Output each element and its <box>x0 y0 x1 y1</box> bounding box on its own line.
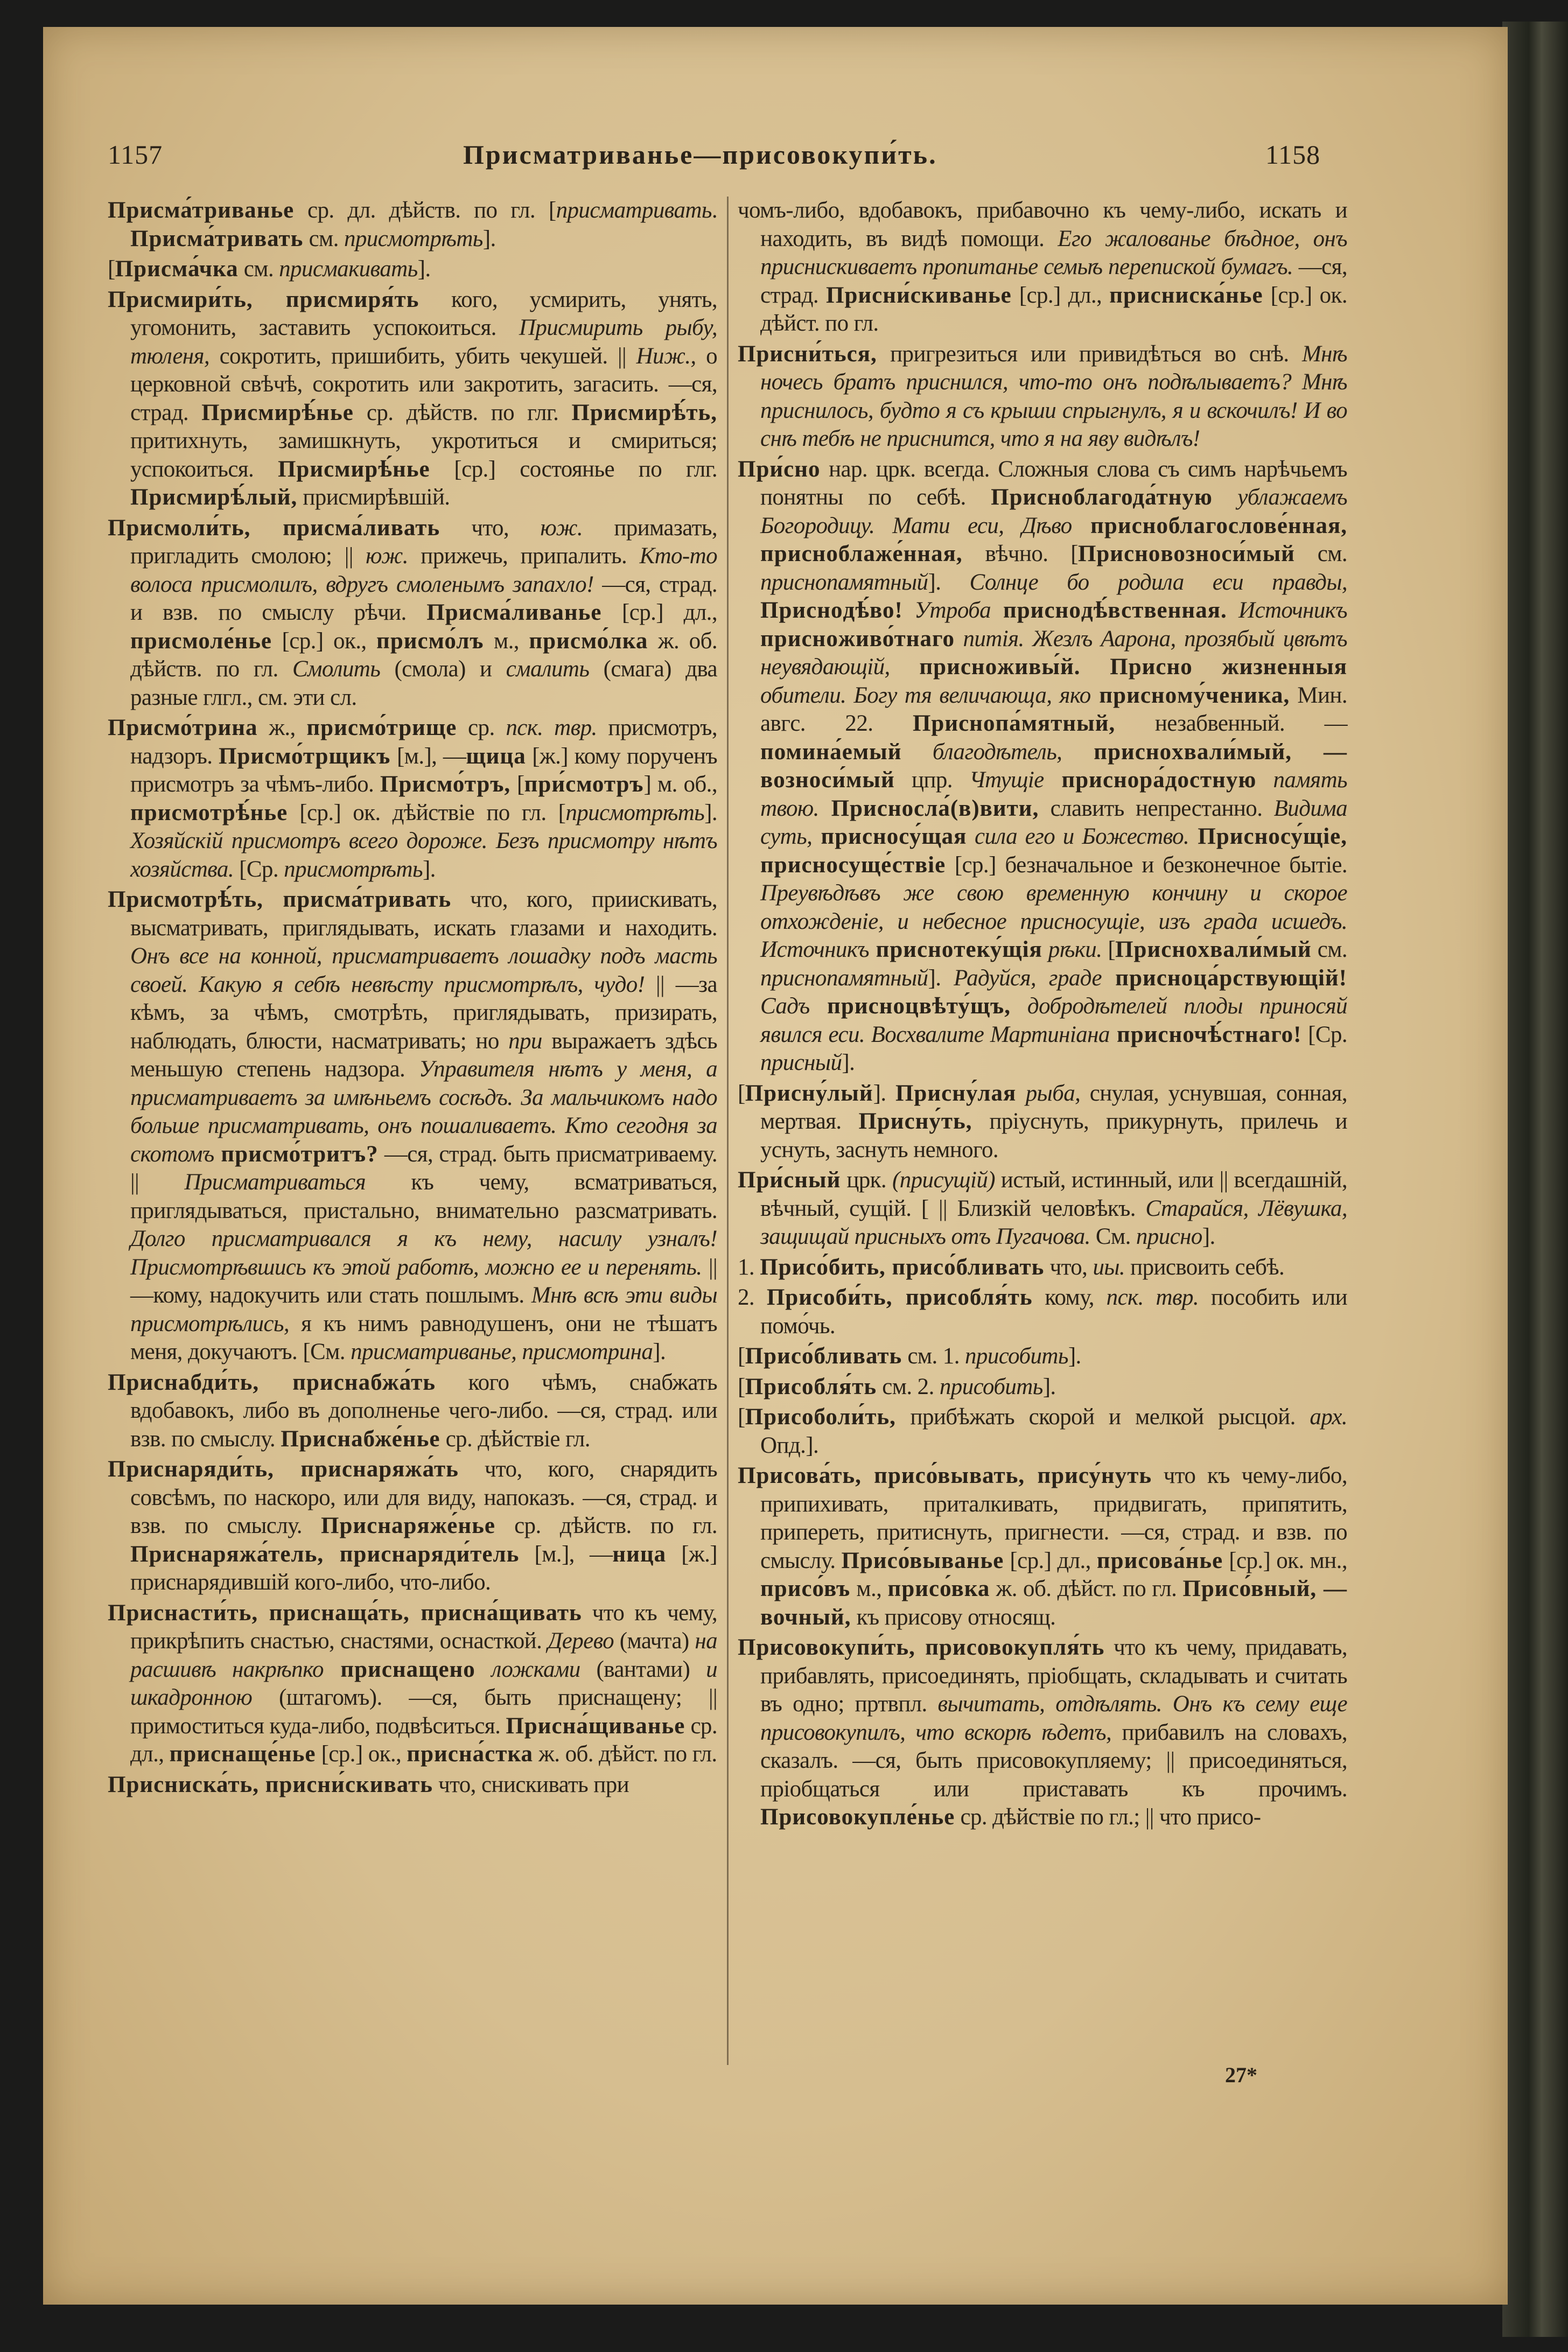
example-text: Ниж., <box>636 343 696 369</box>
headword: Присмирѣ́нье <box>277 456 430 482</box>
example-text: вычитать, отдѣлять. Онъ къ сему еще присовокупилъ, что вскорѣ ѣдетъ, <box>760 1691 1347 1745</box>
example-text: Присмирить рыбу, тюленя, <box>130 315 718 369</box>
dictionary-entry <box>738 1634 1347 1832</box>
definition-text: ]. <box>417 256 431 282</box>
definition-text: [ср.] ок., <box>272 628 377 654</box>
headword: присова́нье <box>1096 1548 1223 1573</box>
book-edge <box>1502 22 1568 2337</box>
dictionary-entry <box>108 886 717 1367</box>
dictionary-entry <box>108 197 717 253</box>
dictionary-entry <box>738 1462 1347 1632</box>
example-text: смалить <box>506 656 590 682</box>
definition-text: ср. дл., <box>130 1713 717 1767</box>
definition-text: прибѣжать скорой и мелкой рысцой. <box>895 1404 1310 1430</box>
example-text: ложками <box>475 1656 580 1682</box>
definition-text: [ср.] безначальное и безконечное бытіе. <box>946 852 1347 878</box>
definition-text: что, кого, приискивать, высматривать, приглядывать, искать глазами и находить. <box>130 887 717 941</box>
headword: Присмо́тръ, <box>380 772 511 797</box>
definition-text: [ср.] дл., <box>1011 282 1110 308</box>
example-text: при <box>508 1028 542 1054</box>
definition-text: ж. об. дѣйств. по гл. <box>130 628 717 682</box>
definition-text: ]. <box>1068 1343 1081 1369</box>
definition-text: [Ср. <box>233 856 284 882</box>
example-text: Онъ все на конной, присматриваетъ лошадку подъ масть своей. Какую я себѣ невѣсту присмотрѣлъ, чудо! <box>130 943 717 997</box>
headword: Присну́лая <box>895 1080 1017 1106</box>
definition-text: [ср.] ок., <box>316 1741 407 1767</box>
dictionary-entry <box>738 1342 1347 1371</box>
example-text: питія. Жезлъ Аарона, прозябый цвѣтъ неувядающій, <box>760 626 1347 680</box>
definition-text: 1. <box>738 1254 760 1280</box>
definition-text: что, <box>440 515 541 541</box>
example-text: Радуйся, граде <box>954 965 1102 991</box>
example-text: присматриванье, присмотрина <box>351 1339 653 1364</box>
definition-text: см. 2. <box>877 1374 940 1399</box>
example-text: Утроба <box>902 598 991 623</box>
definition-text: присвоить себѣ. <box>1125 1254 1285 1280</box>
example-text: иы. <box>1093 1254 1125 1280</box>
definition-text: ]. <box>653 1339 666 1364</box>
column-divider <box>727 197 729 2065</box>
headword: Присмирѣ́ть, <box>571 400 717 425</box>
definition-text: [ <box>738 1374 745 1399</box>
definition-text: [ <box>510 772 524 797</box>
headword: приснащено <box>323 1656 475 1682</box>
definition-text: [ср.] ок. дѣйствіе по гл. [ <box>288 800 566 825</box>
definition-text: славить непрестанно. <box>1039 795 1274 821</box>
headword: При́сный <box>738 1167 841 1193</box>
definition-text: вѣчно. [ <box>962 541 1078 566</box>
example-text: Солнце бо родила еси правды, <box>969 569 1348 595</box>
example-text: Преувѣдѣвъ же свою временную кончину и скорое отхожденіе, и небесное приснoсущіе, изъ града исшедъ. Источникъ <box>760 880 1347 962</box>
definition-text: что къ чему, придавать, прибавлять, присоединять, пріобщать, складывать и считать въ одно; пртвпл. <box>760 1635 1347 1717</box>
definition-text: (штагомъ). —ся, быть приснащену; || примоститься куда-либо, подвѣситься. <box>130 1685 717 1739</box>
definition-text: ж., <box>257 715 307 740</box>
definition-text: къ чему, всматриваться, приглядываться, пристально, внимательно разсматривать. <box>130 1170 717 1223</box>
example-text: присмотрѣть <box>565 800 705 825</box>
definition-text: кого чѣмъ, снабжать вдобавокъ, либо въ дополненье чего-либо. —ся, страд. или взв. по смыслу. <box>130 1369 717 1452</box>
headword: ница <box>612 1541 667 1567</box>
headword: Приснасти́ть, приснаща́ть, присна́щивать <box>108 1600 582 1626</box>
definition-text: Опд.]. <box>760 1432 819 1458</box>
definition-text: [ <box>1102 937 1116 962</box>
headword: приснора́достную <box>1044 767 1257 793</box>
headword: Присну́лый <box>745 1080 873 1106</box>
example-text: присмотрѣть <box>344 226 483 251</box>
example-text: рыба, <box>1016 1080 1081 1106</box>
headword: Присма́тривать <box>130 226 304 251</box>
definition-text: [ср.] дл., <box>601 600 717 625</box>
definition-text: см. <box>303 226 344 251</box>
definition-text: истый, истинный, или || всегдашній, вѣчный, сущій. [ || Близкій человѣкъ. <box>760 1167 1347 1221</box>
dictionary-entry <box>108 514 717 712</box>
definition-text: пособить или помо́чь. <box>760 1285 1347 1339</box>
headword: при́смотръ <box>524 772 644 797</box>
definition-text: ]. <box>928 569 970 595</box>
definition-text: || —кому, надокучить или стать пошлымъ. <box>130 1254 718 1308</box>
definition-text: см. <box>1311 937 1347 962</box>
headword: присо́въ <box>760 1576 851 1601</box>
definition-text: я къ нимъ равнодушенъ, они не тѣшатъ меня, докучаютъ. [См. <box>130 1311 717 1364</box>
definition-text: [м.], — <box>390 743 466 769</box>
headword: Присоби́ть, присобля́ть <box>766 1285 1033 1310</box>
headword: присмоле́нье <box>130 628 272 654</box>
headword: приснoцвѣту́щъ, <box>809 993 1011 1019</box>
definition-text: —ся, страд. <box>760 254 1347 308</box>
example-text: и шкадронною <box>130 1656 717 1710</box>
headword: Приснoхвали́мый <box>1115 937 1312 962</box>
headword: Присовокупи́ть, присовокупля́ть <box>738 1635 1105 1660</box>
dictionary-entry <box>738 1254 1347 1282</box>
definition-text: [ср.] ок. мн., <box>1223 1548 1347 1573</box>
definition-text: [ <box>108 256 115 282</box>
dictionary-entry <box>738 1403 1347 1460</box>
definition-text: црк. <box>841 1167 893 1193</box>
definition-text: ср. дѣйствіе гл. <box>440 1426 590 1452</box>
example-text: на расшивѣ накрѣпко <box>130 1628 717 1682</box>
definition-text: ]. <box>842 1050 855 1075</box>
definition-text: Мин. авгс. 22. <box>760 682 1347 736</box>
example-text: Его жалованье бѣдное, онъ приснискиваетъ пропитанье семьѣ перепиской бумагъ. <box>760 226 1348 279</box>
headword: Присмо́трина <box>108 715 258 740</box>
example-text: (присущій) <box>892 1167 995 1193</box>
definition-text: ср. дл. дѣйств. по гл. [ <box>294 198 556 223</box>
dictionary-entry <box>108 286 717 512</box>
headword: Приснабди́ть, приснабжа́ть <box>108 1369 436 1395</box>
definition-text: см. <box>1294 541 1347 566</box>
headword: Присма́ливанье <box>426 600 602 625</box>
example-text: пск. твр. <box>506 715 597 740</box>
definition-text: нар. црк. всегда. Сложныя слова съ симъ нарѣчьемъ понятны по себѣ. <box>760 456 1347 510</box>
definition-text: о церковной свѣчѣ, сокротить или закротить, загасить. —ся, страд. <box>130 343 717 425</box>
dictionary-entry <box>108 714 717 884</box>
headword: Присну́ть, <box>858 1109 972 1134</box>
dictionary-entry <box>108 255 717 284</box>
headword: Присмирѣ́лый, <box>130 485 298 510</box>
example-text: приснопамятный <box>760 569 928 595</box>
definition-text: ]. <box>482 226 496 251</box>
definition-text: незабвенный. — <box>1115 711 1347 736</box>
definition-text: 2. <box>738 1285 767 1310</box>
headword: присна́стка <box>407 1741 534 1767</box>
headword: присмо́тритъ? <box>214 1141 379 1167</box>
headword: приснoхвали́мый, —вoзноси́мый <box>760 739 1347 793</box>
example-text: ублажаемъ Богородицу. Мати еси, Дѣво <box>760 485 1348 538</box>
definition-text: м., <box>484 628 529 654</box>
headword: Приснoблагода́тную <box>991 485 1213 510</box>
definition-text: кому, <box>1032 1285 1107 1310</box>
page-number-left: 1157 <box>108 139 163 170</box>
definition-text: ]. <box>422 856 436 882</box>
headword: Присмотрѣ́ть, присма́тривать <box>108 887 452 912</box>
definition-text: (вантами) <box>580 1656 706 1682</box>
dictionary-entry <box>738 456 1347 1077</box>
example-text: добродѣтелей плоды приносяй явился еси. Восхвалите Мартиніана <box>760 993 1347 1047</box>
definition-text: ср. дѣйств. по гл. <box>495 1513 718 1538</box>
headword: присмо́лка <box>529 628 648 654</box>
dictionary-entry <box>738 1284 1347 1340</box>
headword: Присмирѣ́нье <box>201 400 354 425</box>
definition-text: ср. <box>457 715 506 740</box>
definition-text: пригрезиться или привидѣться во снѣ. <box>877 341 1302 367</box>
headword: присмо́трище <box>306 715 457 740</box>
headword: Приснoсла́(в)вити, <box>818 795 1039 821</box>
definition-text: ]. <box>873 1080 895 1106</box>
definition-text: прибавилъ на словахъ, сказалъ. —ся, быть присовокупляему; || присоединяться, пріобщаться или приставать къ прочимъ. <box>760 1719 1348 1802</box>
definition-text: пріуснуть, прикурнуть, прилечь и уснуть, заснуть немного. <box>760 1109 1347 1163</box>
dictionary-entry <box>108 1369 717 1454</box>
definition-text: примазать, пригладить смолою; || <box>130 515 717 569</box>
headword: Присо́вываньe <box>841 1548 1004 1573</box>
definition-text: [ <box>738 1080 745 1106</box>
headword: Присмири́ть, присмиря́ть <box>108 286 419 312</box>
example-text: Источникъ <box>1227 598 1347 623</box>
definition-text: [ <box>738 1404 745 1430</box>
definition-text: . <box>711 198 717 223</box>
left-column <box>108 197 717 1801</box>
headword: Присма́чка <box>115 256 239 282</box>
definition-text: кого, усмирить, унять, угомонить, заставить успокоиться. <box>130 286 718 340</box>
right-column <box>738 197 1347 1834</box>
headword: Присо́бливать <box>745 1343 902 1369</box>
dictionary-entry <box>738 1080 1347 1165</box>
headword: Присобля́ть <box>745 1374 877 1399</box>
example-text: присматривать <box>556 198 712 223</box>
headword: приснoца́рствующій! <box>1101 965 1347 991</box>
headword: Присна́щиванье <box>506 1713 685 1739</box>
definition-text: [ж.] приснарядившій кого-либо, что-либо. <box>130 1541 717 1595</box>
definition-text: что къ чему-либо, припихивать, приталкивать, придвигать, припятить, припереть, притиснуть, пригнести. —ся, страд. и взв. по смыслу. <box>760 1463 1347 1573</box>
running-title: Присматриванье—присовокупи́ть. <box>463 139 937 170</box>
headword: Приснoпа́мятный, <box>912 711 1116 736</box>
example-text: Дерево <box>548 1628 614 1654</box>
definition-text: притихнуть, замишкнуть, укротиться и смириться; успокоиться. <box>130 428 717 482</box>
definition-text: [м.], — <box>519 1541 613 1567</box>
dictionary-entry <box>738 340 1347 453</box>
headword: Приснаряжа́тель, приснаряди́тель <box>130 1541 520 1567</box>
example-text: Мнѣ ночесь братъ приснился, что-то онъ подѣлываетъ? Мнѣ приснилось, будто я съ крыши спрыгнулъ, я и вскочилъ! И во снѣ тебѣ не приснится, что я на яву видѣлъ! <box>760 341 1347 451</box>
example-text: сила его и Божество. <box>967 824 1189 849</box>
headword: присниска́нье <box>1109 282 1263 308</box>
example-text: Хозяйскій присмотръ всего дороже. Безъ присмотру нѣтъ хозяйства. <box>130 828 717 882</box>
definition-text: ]. <box>928 965 954 991</box>
definition-text: присмотръ, надзоръ. <box>130 715 717 769</box>
definition-text: ]. <box>1202 1224 1215 1249</box>
definition-text: см. <box>238 256 279 282</box>
page-number-right: 1158 <box>1265 139 1321 170</box>
definition-text: чомъ-либо, вдобавокъ, прибавочно къ чему-либо, искать и находить, въ видѣ помощи. <box>738 198 1347 251</box>
definition-text: что къ чему, прикрѣпить снастью, снастями, оснасткой. <box>130 1600 718 1654</box>
headword: Приснoдѣ́во! <box>760 598 903 623</box>
definition-text: см. 1. <box>902 1343 965 1369</box>
headword: приснoживо́тнаго <box>760 626 955 652</box>
example-text: юж. <box>540 515 583 541</box>
headword: При́сно <box>738 456 821 482</box>
dictionary-entry <box>738 1373 1347 1402</box>
definition-text: [Ср. <box>1301 1021 1347 1047</box>
example-text: присмотрѣть <box>284 856 423 882</box>
example-text: Смолить <box>292 656 381 682</box>
example-text: присобить <box>939 1374 1043 1399</box>
definition-text: См. <box>1090 1224 1136 1249</box>
headword: Присни́скиванье <box>826 282 1012 308</box>
definition-text: ]. <box>704 800 717 825</box>
dictionary-entry <box>108 1771 717 1800</box>
headword: Приснаряже́нье <box>321 1513 495 1538</box>
headword: Присни́ться, <box>738 341 877 367</box>
definition-text: ] м. об., <box>643 772 717 797</box>
signature-mark: 27* <box>1225 2063 1257 2087</box>
definition-text: что, <box>1044 1254 1093 1280</box>
headword: Присоболи́ть, <box>745 1404 896 1430</box>
headword: приснаще́нье <box>169 1741 316 1767</box>
example-text: Чтущіе <box>969 767 1044 793</box>
definition-text: цпр. <box>894 767 970 793</box>
headword: присмотрѣ́нье <box>130 800 288 825</box>
example-text: рѣки. <box>1042 937 1102 962</box>
definition-text: выражаетъ здѣсь меньшую степень надзора. <box>130 1028 718 1082</box>
definition-text: сокротить, пришибить, убить чекушей. || <box>209 343 636 369</box>
dictionary-entry <box>738 197 1347 338</box>
example-text: Садъ <box>760 993 810 1019</box>
definition-text: м., <box>850 1576 888 1601</box>
definition-text: ж. об. дѣйст. по гл. <box>990 1576 1183 1601</box>
headword: Присмоли́ть, присма́ливать <box>108 515 440 541</box>
example-text: Присматриваться <box>184 1170 366 1195</box>
headword: Приснoсу́щіе, приснoсуще́ствіе <box>760 824 1347 878</box>
example-text: присобить <box>965 1343 1068 1369</box>
headword: приснoму́ченика, <box>1090 682 1290 708</box>
headword: Приснаряди́ть, приснаряжа́ть <box>108 1457 459 1482</box>
example-text: обители. Богу тя величающа, яко <box>760 682 1091 708</box>
headword: помина́емый <box>760 739 902 765</box>
definition-text: [ <box>738 1343 745 1369</box>
definition-text: —ся, страд. быть присматриваему. || <box>130 1141 717 1195</box>
example-text: Мнѣ всѣ эти виды присмотрѣлись, <box>130 1283 717 1336</box>
definition-text: —ся, страд. и взв. по смыслу рѣчи. <box>130 571 717 625</box>
dictionary-entry <box>108 1599 717 1769</box>
headword: Приснабже́нье <box>281 1426 440 1452</box>
example-text: пск. твр. <box>1106 1285 1199 1310</box>
dictionary-entry <box>738 1166 1347 1251</box>
headword: Присо́вный, —вочный, <box>760 1576 1347 1630</box>
headword: Присма́триванье <box>108 198 295 223</box>
definition-text: (смола) и <box>380 656 506 682</box>
headword: приснoживы́й. Присно жизненныя <box>890 654 1347 680</box>
example-text: присмакивать <box>279 256 418 282</box>
definition-text: [ср.] ок. дѣйст. по гл. <box>760 282 1347 336</box>
dictionary-entry <box>108 1455 717 1597</box>
definition-text: [ж.] кому порученъ присмотръ за чѣмъ-либо. <box>130 743 717 797</box>
example-text: Кто-то волоса присмолилъ, вдругъ смоленымъ запахло! <box>130 543 717 597</box>
definition-text: (мачта) <box>614 1628 695 1654</box>
example-text: приснопамятный <box>760 965 928 991</box>
definition-text: снулая, уснувшая, сонная, мертвая. <box>760 1080 1347 1134</box>
headword: приснoтеку́щія <box>869 937 1042 962</box>
headword: приснoблагослове́нная, приснoблаже́нная, <box>760 513 1347 566</box>
example-text: память твою. <box>760 767 1347 821</box>
headword: Присо́бить, присо́бливать <box>760 1254 1045 1280</box>
headword: присночѣ́стнаго! <box>1109 1021 1302 1047</box>
definition-text: что, снискивать при <box>432 1772 629 1797</box>
definition-text: ]. <box>1042 1374 1056 1399</box>
headword: присо́вка <box>887 1576 990 1601</box>
headword: Приснoвозноси́мый <box>1077 541 1295 566</box>
headword: щица <box>466 743 526 769</box>
definition-text: что, кого, снарядить совсѣмъ, по наскоро, или для виду, напоказъ. —ся, страд. и взв. по смыслу. <box>130 1457 718 1538</box>
definition-text: ср. дѣйствіе по гл.; || что присо- <box>955 1804 1261 1830</box>
headword: присмо́лъ <box>376 628 484 654</box>
example-text: Управителя нѣтъ у меня, а присматриваетъ за имѣньемъ сосѣдъ. За мальчикомъ надо больше присматривать, онъ пошаливаетъ. Кто сегодня за скотомъ <box>130 1056 718 1167</box>
definition-text: прижечь, припалить. <box>408 543 640 569</box>
headword: Присниска́ть, присни́скивать <box>108 1772 433 1797</box>
definition-text: [ср.] дл., <box>1004 1548 1097 1573</box>
headword: приснoдѣ́вственная. <box>991 598 1227 623</box>
definition-text: къ присову относящ. <box>851 1604 1056 1630</box>
headword: Присовокупле́нье <box>760 1804 955 1830</box>
example-text: Долго присматривался я къ нему, насилу узналъ! Присмотрѣвшись къ этой работѣ, можно ее и перенять. <box>130 1226 717 1280</box>
example-text: Старайся, Лёвушка, защищай присныхъ отъ Пугачова. <box>760 1195 1347 1249</box>
definition-text: || —за кѣмъ, за чѣмъ, смотрѣть, приглядывать, призирать, наблюдать, блюсти, насматривать; но <box>130 971 717 1054</box>
headword: Присмо́трщикъ <box>219 743 391 769</box>
example-text: арх. <box>1310 1404 1347 1430</box>
definition-text: присмирѣвшій. <box>297 485 450 510</box>
definition-text: ж. об. дѣйст. по гл. <box>533 1741 717 1767</box>
example-text: присно <box>1136 1224 1202 1249</box>
definition-text: (смага) два разные глгл., см. эти сл. <box>130 656 718 710</box>
definition-text: ср. дѣйств. по глг. <box>353 400 572 425</box>
example-text: Видима суть, <box>760 795 1347 849</box>
example-text: присный <box>760 1050 842 1075</box>
headword: приснoсу́щая <box>812 824 967 849</box>
headword: Присова́ть, присо́вывать, прису́нуть <box>738 1463 1152 1488</box>
example-text: благодѣтель, <box>901 739 1062 765</box>
definition-text: [ср.] состоянье по глг. <box>430 456 717 482</box>
example-text: юж. <box>366 543 408 569</box>
